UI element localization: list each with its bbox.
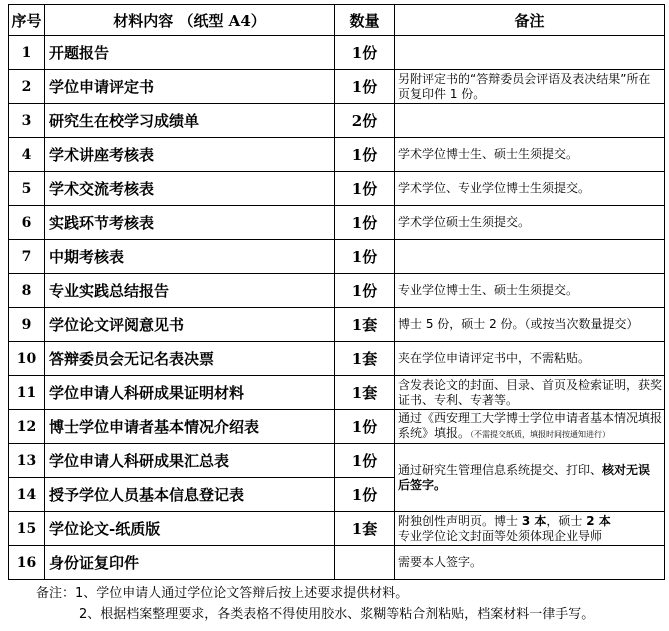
row-name: 身份证复印件 [45, 546, 335, 580]
header-name: 材料内容 （纸型 A4） [45, 5, 335, 36]
row-index: 10 [9, 342, 45, 376]
row-note: 含发表论文的封面、目录、首页及检索证明，获奖证书、专利、专著等。 [395, 376, 665, 410]
row-name: 博士学位申请者基本情况介绍表 [45, 410, 335, 444]
row-note: 学术学位博士生、硕士生须提交。 [395, 138, 665, 172]
table-row [9, 376, 665, 410]
table-row [9, 512, 665, 546]
row-qty: 1份 [335, 138, 395, 172]
row-note: 专业学位博士生、硕士生须提交。 [395, 274, 665, 308]
row-note: 学术学位硕士生须提交。 [395, 206, 665, 240]
row-name: 授予学位人员基本信息登记表 [45, 478, 335, 512]
row-note [395, 512, 665, 546]
table-row [9, 36, 665, 70]
row-qty: 1套 [335, 376, 395, 410]
table-row [9, 308, 665, 342]
row-index: 9 [9, 308, 45, 342]
merged-note-text: 通过研究生管理信息系统提交、打印、 [398, 462, 603, 477]
footnotes [36, 583, 594, 625]
row-name: 学位申请人科研成果证明材料 [45, 376, 335, 410]
row-index: 1 [9, 36, 45, 70]
row-note-c: ，硕士 [546, 513, 587, 528]
row-name: 学位论文-纸质版 [45, 512, 335, 546]
row-qty: 1套 [335, 308, 395, 342]
table-row [9, 444, 665, 478]
row-note [395, 104, 665, 138]
table-row [9, 240, 665, 274]
table-row [9, 206, 665, 240]
row-note: 博士 5 份，硕士 2 份。（或按当次数量提交） [395, 308, 665, 342]
table-row [9, 546, 665, 580]
header-qty: 数量 [335, 5, 395, 36]
footnote-2: 2、根据档案整理要求，各类表格不得使用胶水、浆糊等粘合剂粘贴，档案材料一律手写。 [79, 607, 595, 622]
row-index: 6 [9, 206, 45, 240]
table-row [9, 70, 665, 104]
row-note [395, 410, 665, 444]
row-note: 夹在学位申请评定书中，不需粘贴。 [395, 342, 665, 376]
row-index: 5 [9, 172, 45, 206]
row-note [395, 36, 665, 70]
row-qty [335, 546, 395, 580]
row-note-d: 2 本 [586, 513, 611, 528]
table-row [9, 104, 665, 138]
table-row [9, 342, 665, 376]
row-qty: 1份 [335, 444, 395, 478]
row-index: 4 [9, 138, 45, 172]
header-note: 备注 [395, 5, 665, 36]
row-note: 学术学位、专业学位博士生须提交。 [395, 172, 665, 206]
row-name: 学位申请评定书 [45, 70, 335, 104]
materials-table [8, 4, 665, 580]
row-index: 16 [9, 546, 45, 580]
row-qty: 1套 [335, 512, 395, 546]
row-note [395, 240, 665, 274]
row-name: 开题报告 [45, 36, 335, 70]
row-note-merged [395, 444, 665, 512]
row-qty: 1份 [335, 70, 395, 104]
row-note-e: 专业学位论文封面等处须体现企业导师 [398, 528, 603, 543]
row-note-small: （不需提交纸质，填报时间按通知进行） [470, 430, 611, 439]
table-row [9, 138, 665, 172]
row-index: 3 [9, 104, 45, 138]
row-index: 12 [9, 410, 45, 444]
row-name: 学术交流考核表 [45, 172, 335, 206]
row-note-a: 附独创性声明页。博士 [398, 513, 522, 528]
merged-note-bold: 核对无误后签字。 [398, 462, 651, 492]
row-name: 答辩委员会无记名表决票 [45, 342, 335, 376]
row-qty: 1份 [335, 206, 395, 240]
row-qty: 1份 [335, 172, 395, 206]
header-index: 序号 [9, 5, 45, 36]
table-row [9, 274, 665, 308]
row-note-text: 通过《西安理工大学博士学位申请者基本情况填报系统》填报。 [398, 411, 663, 440]
row-name: 学位申请人科研成果汇总表 [45, 444, 335, 478]
row-name: 专业实践总结报告 [45, 274, 335, 308]
table-row [9, 172, 665, 206]
row-index: 15 [9, 512, 45, 546]
row-index: 13 [9, 444, 45, 478]
row-note: 另附评定书的“答辩委员会评语及表决结果”所在页复印件 1 份。 [395, 70, 665, 104]
row-note-b: 3 本 [521, 513, 547, 528]
row-name: 学位论文评阅意见书 [45, 308, 335, 342]
row-index: 2 [9, 70, 45, 104]
row-name: 研究生在校学习成绩单 [45, 104, 335, 138]
row-qty: 1套 [335, 342, 395, 376]
row-name: 实践环节考核表 [45, 206, 335, 240]
row-name: 学术讲座考核表 [45, 138, 335, 172]
table-row [9, 410, 665, 444]
row-qty: 1份 [335, 240, 395, 274]
row-qty: 1份 [335, 274, 395, 308]
row-name: 中期考核表 [45, 240, 335, 274]
row-index: 14 [9, 478, 45, 512]
row-qty: 1份 [335, 410, 395, 444]
row-qty: 1份 [335, 36, 395, 70]
row-index: 8 [9, 274, 45, 308]
row-index: 11 [9, 376, 45, 410]
row-qty: 2份 [335, 104, 395, 138]
row-index: 7 [9, 240, 45, 274]
row-note: 需要本人签字。 [395, 546, 665, 580]
row-qty: 1份 [335, 478, 395, 512]
footnote-1: 备注：1、学位申请人通过学位论文答辩后按上述要求提供材料。 [36, 586, 409, 601]
